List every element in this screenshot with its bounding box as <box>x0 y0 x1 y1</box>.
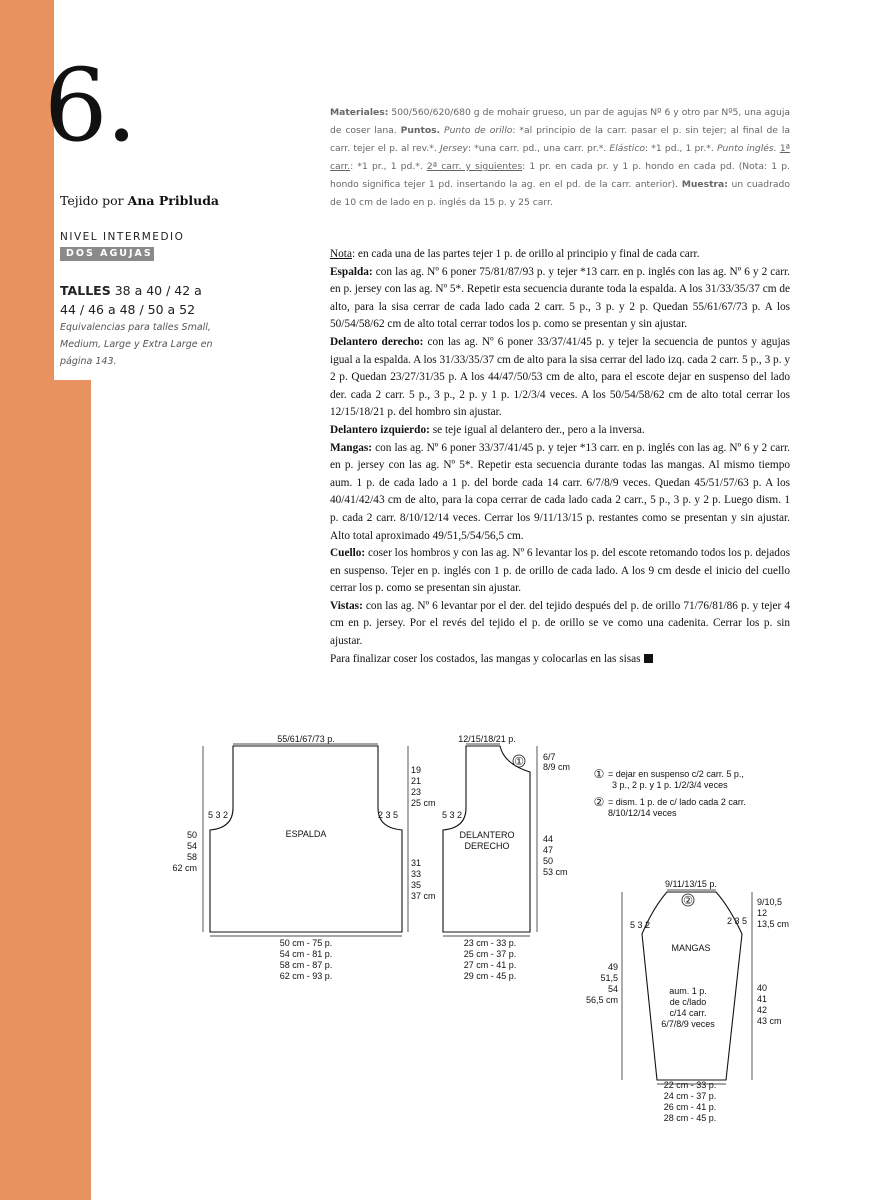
mangas-bottom-3: 26 cm - 41 p. <box>663 1102 717 1112</box>
espalda-armhole-right: 2 3 5 <box>377 810 399 820</box>
mangas-inc-2: de c/lado <box>669 997 707 1007</box>
vistas-label: Vistas: <box>330 599 363 612</box>
nota-label: Nota <box>330 248 352 260</box>
elastico-text: : *1 pd., 1 pr.*. <box>645 143 714 154</box>
delantero-neck-1: 6/7 <box>543 752 556 762</box>
delantero-izq-text: se teje igual al delantero der., pero a la inversa. <box>432 423 645 436</box>
mangas-right-bottom-1: 40 <box>757 983 768 993</box>
mangas-label: Mangas: <box>330 441 373 454</box>
legend-line-2b: 8/10/12/14 veces <box>608 808 677 818</box>
delantero-schematic <box>442 734 570 981</box>
jersey-text: : *una carr. pd., una carr. pr.*. <box>467 143 607 154</box>
delantero-bottom-2: 25 cm - 37 p. <box>463 949 517 959</box>
delantero-bottom-3: 27 cm - 41 p. <box>463 960 517 970</box>
mangas-right-top-2: 12 <box>757 908 768 918</box>
delantero-name-2: DERECHO <box>464 841 510 851</box>
delantero-top-label: 12/15/18/21 p. <box>458 734 516 744</box>
orillo-label: Punto de orillo <box>444 125 513 136</box>
espalda-right-bottom-3: 35 <box>411 880 422 890</box>
espalda-right-top-1: 19 <box>411 765 422 775</box>
legend-line-2a: = dism. 1 p. de c/ lado cada 2 carr. <box>608 797 746 807</box>
orillo-text: : *al principio de la carr. pasar el p. sin tejer; al final de la carr. tejer el p. al rev.*. <box>330 125 791 154</box>
mangas-cap-left: 5 3 2 <box>629 920 651 930</box>
mangas-inc-3: c/14 carr. <box>669 1008 707 1018</box>
mangas-right-bottom-2: 41 <box>757 994 768 1004</box>
espalda-right-bottom-1: 31 <box>411 858 422 868</box>
delantero-right-3: 50 <box>543 856 554 866</box>
delantero-bottom-1: 23 cm - 33 p. <box>463 938 517 948</box>
difficulty-level: NIVEL INTERMEDIO <box>60 231 185 243</box>
elastico-label: Elástico <box>609 143 645 154</box>
mangas-inc-4: 6/7/8/9 veces <box>661 1019 715 1029</box>
legend-marker-1: ① <box>593 767 605 781</box>
espalda-armhole-left: 5 3 2 <box>207 810 229 820</box>
mangas-cap-right: 2 3 5 <box>726 916 748 926</box>
delantero-neck-2: 8/9 cm <box>543 762 571 772</box>
mangas-text: con las ag. Nº 6 poner 33/37/41/45 p. y tejer *13 carr. en p. inglés con las ag. Nº 6 y 2 carr. en p. jersey con las ag. Nº 5*. Repetir esta secuencia durante todas las mangas. Al mismo tiempo aum. 1 p. de cada lado a 1 p. del borde cada 14 carr. 6/7/8/9 veces. Quedan 45/51/57/63 p. A los 40/41/42/43 cm de alto, para la copa cerrar de cada lado cada 2 carr., 5 p., 3 p. y 2 p. Luego dism. 1 p. cada 2 carr. 8/10/12/14 veces. Cerrar los 9/11/13/15 p. restantes como se presentan y sin ajustar. Alto total aproximado 49/51,5/54/56,5 cm. <box>330 441 791 542</box>
mangas-right-bottom-3: 42 <box>757 1005 768 1015</box>
jersey-label: Jersey <box>439 143 468 154</box>
sizes-equivalence: Equivalencias para talles Small, Medium, Large y Extra Large en página 143. <box>60 322 213 367</box>
puntos-label: Puntos. <box>400 125 441 136</box>
espalda-text: con las ag. Nº 6 poner 75/81/87/93 p. y tejer *13 carr. en p. inglés con las ag. Nº 6 y 2 carr. en p. jersey con las ag. Nº 5*. Repetir esta secuencia durante toda la espalda. A los 31/33/35/37 cm de alto, para la sisa cerrar de cada lado cada 2 carr. 5 p., 3 p. y 2 p. Quedan 55/61/67/73 p. A los 50/54/58/62 cm de alto total cerrar todos los p. como se presentan y sin ajustar. <box>330 265 790 331</box>
delantero-izq-label: Delantero izquierdo: <box>330 423 430 436</box>
espalda-bottom-3: 58 cm - 87 p. <box>279 960 333 970</box>
delantero-name-1: DELANTERO <box>459 830 515 840</box>
carr2-label: 2ª carr. y siguientes <box>426 161 523 172</box>
pattern-number: 6. <box>44 47 136 164</box>
vistas-text: con las ag. Nº 6 levantar por el der. del tejido después del p. de orillo 71/76/81/86 p. y tejer 4 cm en p. jersey. Por el revés del tejido el p. de orillo se ve como una cadenita. Cerrar los p. sin ajustar. <box>330 599 790 648</box>
espalda-right-top-2: 21 <box>411 776 422 786</box>
mangas-right-top-3: 13,5 cm <box>757 919 790 929</box>
espalda-bottom-4: 62 cm - 93 p. <box>279 971 333 981</box>
espalda-left-h3: 58 <box>186 852 197 862</box>
delantero-armhole-left: 5 3 2 <box>441 810 463 820</box>
neck-marker-number: ① <box>514 756 524 768</box>
mangas-left-2: 51,5 <box>600 973 618 983</box>
mangas-inc-1: aum. 1 p. <box>669 986 707 996</box>
delantero-right-1: 44 <box>543 834 554 844</box>
mangas-top-label: 9/11/13/15 p. <box>665 879 717 889</box>
legend <box>594 767 746 818</box>
technique-badge: DOS AGUJAS <box>60 247 154 261</box>
carr2-text: : 1 pr. en cada pr. y 1 p. hondo en cada pd. (Nota: 1 p. hondo significa tejer 1 pd. insertando la ag. en el pd. de la carr. anterior). <box>330 161 790 190</box>
delantero-der-text: con las ag. Nº 6 poner 33/37/41/45 p. y tejer la secuencia de puntos y agujas igual a la espalda. A los 31/33/35/37 cm de alto para la sisa cerrar del lado izq. cada 2 carr. 5 p., 3 p. y 2 p. Quedan 23/27/31/35 p. A los 44/47/50/53 cm de alto, para el escote dejar en suspenso del lado der. cada 2 carr. 5 p., 3 p., 2 p. y 1 p. 1/2/3/4 veces. A los 50/54/58/62 cm de alto total cerrar los 12/15/18/21 p. del hombro sin ajustar. <box>330 335 790 419</box>
muestra-label: Muestra: <box>681 179 728 190</box>
espalda-left-h1: 50 <box>186 830 197 840</box>
mangas-left-3: 54 <box>607 984 618 994</box>
espalda-right-top-3: 23 <box>411 787 422 797</box>
delantero-right-2: 47 <box>543 845 554 855</box>
legend-marker-2: ② <box>593 795 605 809</box>
mangas-left-1: 49 <box>607 962 618 972</box>
espalda-name: ESPALDA <box>285 829 327 839</box>
espalda-right-bottom-4: 37 cm <box>411 891 436 901</box>
author-name: Ana Pribluda <box>127 193 220 208</box>
carr1-label: 1ª carr. <box>330 143 790 172</box>
espalda-label: Espalda: <box>330 265 373 278</box>
espalda-outline <box>207 746 402 932</box>
mangas-schematic <box>586 879 789 1123</box>
espalda-left-h2: 54 <box>186 841 197 851</box>
nota-text: : en cada una de las partes tejer 1 p. de orillo al principio y final de cada carr. <box>351 248 700 260</box>
espalda-schematic <box>172 734 435 981</box>
mangas-bottom-2: 24 cm - 37 p. <box>663 1091 717 1101</box>
cuello-label: Cuello: <box>330 547 366 560</box>
final-text: Para finalizar coser los costados, las mangas y colocarlas en las sisas <box>330 652 641 665</box>
sizes-label: TALLES <box>60 283 111 298</box>
carr1-text: : *1 pr., 1 pd.*. <box>350 161 423 172</box>
delantero-right-4: 53 cm <box>543 867 568 877</box>
materiales-text: 500/560/620/680 g de mohair grueso, un par de agujas Nº 6 y otro par Nº5, una aguja de coser lana. <box>330 107 791 136</box>
espalda-top-label: 55/61/67/73 p. <box>277 734 335 744</box>
legend-line-1b: 3 p., 2 p. y 1 p. 1/2/3/4 veces <box>612 780 728 790</box>
mangas-bottom-1: 22 cm - 33 p. <box>663 1080 717 1090</box>
author-prefix: Tejido por <box>60 193 124 208</box>
mangas-bottom-4: 28 cm - 45 p. <box>663 1113 717 1123</box>
delantero-bottom-4: 29 cm - 45 p. <box>463 971 517 981</box>
espalda-bottom-2: 54 cm - 81 p. <box>279 949 333 959</box>
delantero-der-label: Delantero derecho: <box>330 335 424 348</box>
espalda-bottom-1: 50 cm - 75 p. <box>279 938 333 948</box>
sizes-value: 38 a 40 / 42 a 44 / 46 a 48 / 50 a 52 <box>60 283 202 317</box>
mangas-right-bottom-4: 43 cm <box>757 1016 782 1026</box>
cuello-text: coser los hombros y con las ag. Nº 6 levantar los p. del escote retomando todos los p. dejados en suspenso. Tejer en p. inglés con 1 p. de orillo de cada lado. A los 9 cm desde el inicio del cuello cerrar los p. como se presentan sin ajustar. <box>330 547 790 595</box>
legend-line-1a: = dejar en suspenso c/2 carr. 5 p., <box>608 769 744 779</box>
espalda-right-bottom-2: 33 <box>411 869 422 879</box>
espalda-left-h4: 62 cm <box>172 863 197 873</box>
materiales-label: Materiales: <box>330 107 389 118</box>
ingles-label: Punto inglés. <box>716 143 777 154</box>
mangas-left-4: 56,5 cm <box>585 995 618 1005</box>
espalda-right-top-4: 25 cm <box>411 798 436 808</box>
cap-marker-number: ② <box>683 895 693 907</box>
mangas-right-top-1: 9/10,5 <box>757 897 783 907</box>
mangas-name: MANGAS <box>671 943 711 953</box>
muestra-text: un cuadrado de 10 cm de lado en p. inglés da 15 p. y 25 carr. <box>330 179 790 208</box>
